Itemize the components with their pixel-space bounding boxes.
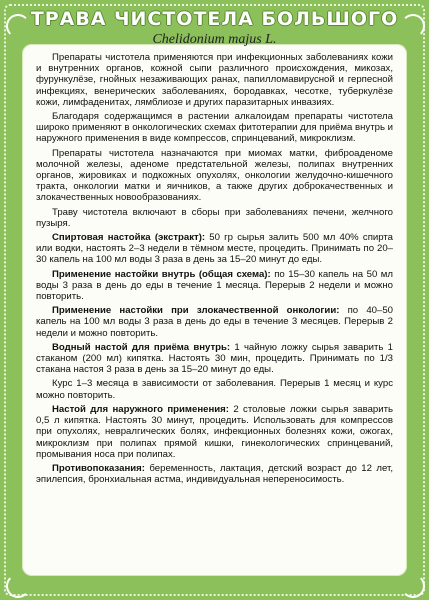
- paragraph-internal-use: Применение настойки внутрь (общая схема): по 15–30 капель на 50 мл воды 3 раза в день до еды в течение 1 месяца. Перерыв 2 недели и можно повторить.: [36, 268, 393, 303]
- ornament-curl-icon: [6, 574, 30, 598]
- ornament-curl-icon: [401, 574, 425, 598]
- external-use-heading: Настой для наружного применения:: [52, 403, 229, 415]
- paragraph-course: Курс 1–3 месяца в зависимости от заболевания. Перерыв 1 месяц и курс можно повторить.: [36, 378, 393, 401]
- water-infusion-heading: Водный настой для приёма внутрь:: [52, 341, 231, 353]
- internal-use-heading: Применение настойки внутрь (общая схема):: [52, 268, 271, 280]
- paragraph-contraindications: Противопоказания: беременность, лактация, детский возраст до 12 лет, эпилепсия, бронхиальная астма, индивидуальная непереносимость.: [36, 462, 393, 486]
- paragraph-external-use: Настой для наружного применения: 2 столовые ложки сырья заварить 0,5 л кипятка. Настоять 30 минут, процедить. Использовать для компрессов при опухолях, невралгических болях, инфекционных болезнях кожи, ожогах, микроклизм при полипах прямой кишки, гинекологических спринцеваний, промывания носа при полипах.: [36, 403, 394, 460]
- latin-name: Chelidonium majus L.: [152, 32, 277, 47]
- oncology-heading: Применение настойки при злокачественной онкологии:: [52, 305, 340, 317]
- paragraph-oncology: Применение настойки при злокачественной онкологии: по 40–50 капель на 100 мл воды 3 раза в день до еды в течение 3 месяцев. Перерыв 2 недели и можно повторить.: [36, 305, 393, 339]
- paragraph-3: Препараты чистотела назначаются при миомах матки, фиброаденоме молочной железы, аденоме предстательной железы, полипах внутренних органов, жировиках и подкожных опухолях, онкологии желудочно-кишечного тракта, онкологии матки и яичников, а также других доброкачественных и злокачественных новообразованиях.: [36, 147, 393, 204]
- page-title: ТРАВА ЧИСТОТЕЛА БОЛЬШОГО: [30, 8, 399, 30]
- paragraph-4: Траву чистотела включают в сборы при заболеваниях печени, желчного пузыря.: [36, 206, 393, 229]
- document-body: [36, 52, 393, 488]
- paragraph-water-infusion: Водный настой для приёма внутрь: 1 чайную ложку сырья заварить 1 стаканом (200 мл) кипятка. Настоять 30 мин, процедить. Принимать по 1/3 стакана настоя 3 раза в день за 15–20 минут до еды.: [36, 341, 394, 376]
- paragraph-2: Благодаря содержащимся в растении алкалоидам препараты чистотела широко применяют в онкологических схемах фитотерапии для приёма внутрь и наружного применения в виде компрессов, спринцеваний, микроклизм.: [36, 111, 393, 145]
- contraindications-heading: Противопоказания:: [52, 462, 145, 474]
- paragraph-tincture: Спиртовая настойка (экстракт): 50 гр сырья залить 500 мл 40% спирта или водки, настоять 2–3 недели в тёмном месте, процедить. Принимать по 20–30 капель на 100 мл воды 3 раза в день за 15–20 минут до еды.: [36, 232, 393, 266]
- tincture-heading: Спиртовая настойка (экстракт):: [52, 232, 206, 244]
- paragraph-1: Препараты чистотела применяются при инфекционных заболеваниях кожи и внутренних органов, кожной сыпи различного происхождения, микозах, фурункулёзе, гнойных незаживающих ранах, папилломавирусной и герпесной инфекциях, венерических заболеваниях, бородавках, чесотке, туберкулёзе кожи, лимфаденитах, лямблиозе и других паразитарных инвазиях.: [36, 52, 393, 108]
